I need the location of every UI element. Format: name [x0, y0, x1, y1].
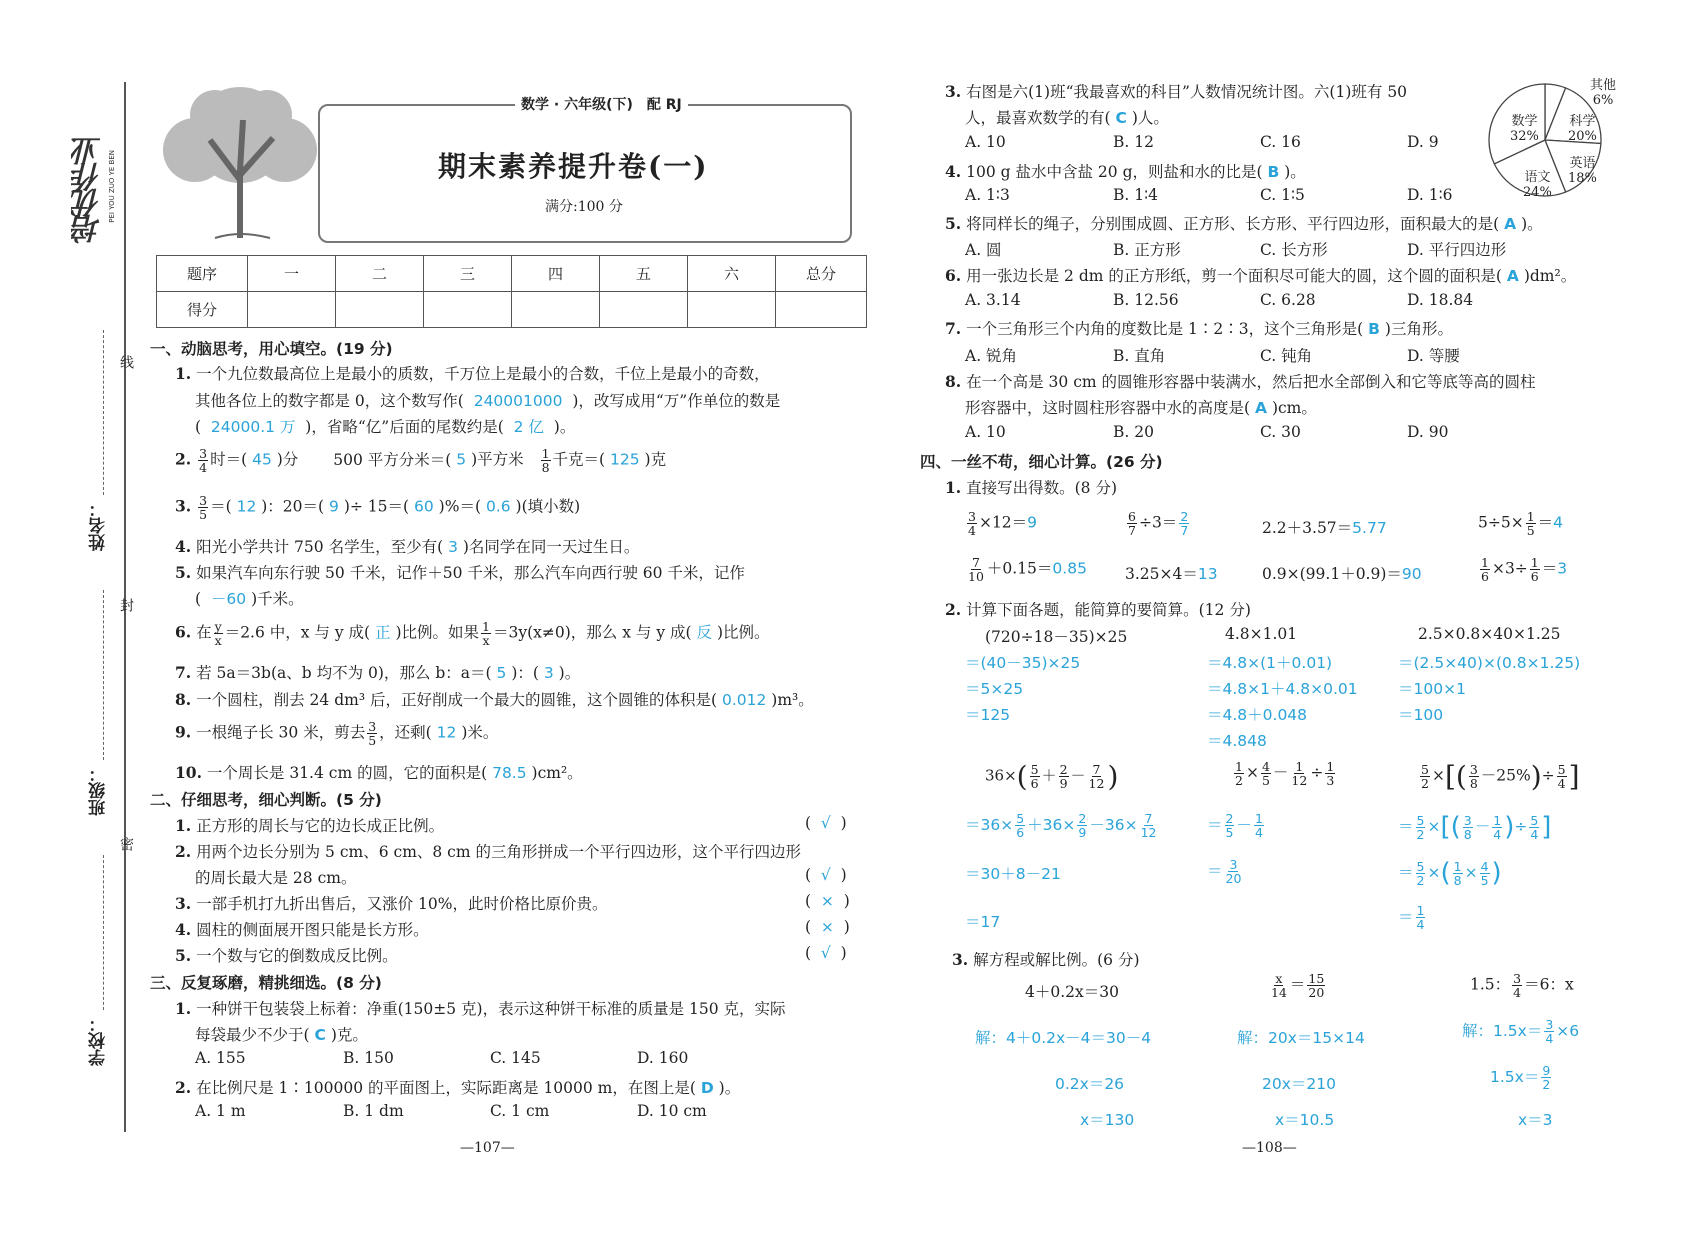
equation-2-step: 解：20x＝15×14 — [1237, 1029, 1365, 1047]
judge-2-line2: 的周长最大是 28 cm。 — [195, 869, 357, 887]
choice-8: 8. 在一个高是 30 cm 的圆锥形容器中装满水，然后把水全部倒入和它等底等高的圆柱 — [945, 372, 1536, 391]
choice-1: 1. 一种饼干包装袋上标着：净重(150±5 克)，表示这种饼干标准的质量是 150 克，实际 — [175, 999, 786, 1018]
score-input[interactable] — [688, 292, 776, 328]
judge-2-answer: ( √ ) — [805, 866, 847, 884]
choice-8-opt: D. 90 — [1407, 423, 1449, 441]
direct-calc-1: $\frac{3}{4}$ ×12＝9 — [968, 509, 1038, 538]
expr-5-step: ＝ $\frac{2}{5}$ － $\frac{1}{4}$ — [1207, 811, 1263, 840]
section-3-title: 三、反复琢磨，精挑细选。(8 分) — [150, 974, 382, 992]
calc-1-title: 1. 直接写出得数。(8 分) — [945, 478, 1118, 497]
q10: 10. 一个周长是 31.4 cm 的圆，它的面积是( 78.5 )cm²。 — [175, 763, 583, 782]
equation-1-step: 0.2x＝26 — [1055, 1075, 1125, 1093]
choice-5: 5. 将同样长的绳子，分别围成圆、正方形、长方形、平行四边形，面积最大的是( A )。 — [945, 214, 1543, 233]
choice-7-opt: C. 钝角 — [1260, 347, 1313, 365]
expr-6-step: ＝ $\frac{1}{4}$ — [1398, 903, 1425, 932]
equation-2-step: x＝10.5 — [1275, 1111, 1335, 1129]
choice-2-opt: B. 1 dm — [343, 1102, 404, 1120]
score-cell: 一 — [248, 256, 336, 292]
choice-1-opt: C. 145 — [490, 1049, 541, 1067]
expr-4-step: ＝17 — [965, 913, 1001, 931]
name-label: 姓名： — [89, 500, 109, 551]
mark-seal: 封 — [118, 598, 134, 612]
equation-3-step: 解：1.5x＝ $\frac{3}{4}$ ×6 — [1462, 1017, 1580, 1046]
section-1-title: 一、动脑思考，用心填空。(19 分) — [150, 340, 393, 358]
choice-4: 4. 100 g 盐水中含盐 20 g，则盐和水的比是( B )。 — [945, 162, 1306, 181]
class-label: 班级： — [89, 765, 109, 816]
equation-2-step: 20x＝210 — [1262, 1075, 1336, 1093]
choice-5-opt: C. 长方形 — [1260, 241, 1328, 259]
score-cell: 五 — [600, 256, 688, 292]
pie-label-english: 英语 18% — [1568, 156, 1597, 186]
choice-4-opt: A. 1∶3 — [965, 186, 1010, 204]
score-cell: 得分 — [157, 292, 248, 328]
calc-3-title: 3. 解方程或解比例。(6 分) — [952, 950, 1140, 969]
expr-4: 36×( $\frac{5}{6}$ ＋ $\frac{2}{9}$ － $\frac{7}{12}$ ) — [985, 760, 1119, 793]
judge-3-answer: ( × ) — [805, 892, 850, 910]
judge-2: 2. 用两个边长分别为 5 cm、6 cm、8 cm 的三角形拼成一个平行四边形，这个平行四边形 — [175, 842, 801, 861]
score-cell: 六 — [688, 256, 776, 292]
score-table — [156, 255, 867, 328]
calc-2-title: 2. 计算下面各题，能简算的要简算。(12 分) — [945, 600, 1251, 619]
page-title: 期末素养提升卷(一) — [438, 150, 709, 183]
choice-6-opt: C. 6.28 — [1260, 291, 1316, 309]
full-score: 满分:100 分 — [545, 199, 623, 215]
equation-3: 1.5： $\frac{3}{4}$ ＝6：x — [1470, 971, 1574, 1000]
judge-1-answer: ( √ ) — [805, 814, 847, 832]
equation-1-step: x＝130 — [1080, 1111, 1135, 1129]
direct-calc-8: $\frac{1}{6}$ ×3÷ $\frac{1}{6}$ ＝3 — [1481, 555, 1568, 584]
choice-2-opt: A. 1 m — [195, 1102, 246, 1120]
choice-8-opt: A. 10 — [965, 423, 1006, 441]
score-cell: 总分 — [776, 256, 867, 292]
choice-4-opt: C. 1∶5 — [1260, 186, 1305, 204]
section-4-title: 四、一丝不苟，细心计算。(26 分) — [920, 453, 1163, 471]
choice-6: 6. 用一张边长是 2 dm 的正方形纸，剪一个面积尽可能大的圆，这个圆的面积是( A )dm²。 — [945, 266, 1577, 285]
q7: 7. 若 5a＝3b(a、b 均不为 0)，那么 b：a＝( 5 )：( 3 )。 — [175, 663, 581, 682]
judge-5-answer: ( √ ) — [805, 944, 847, 962]
q1: 1. 一个九位数最高位上是最小的质数，千万位上是最小的合数，千位上是最小的奇数， — [175, 364, 770, 383]
expr-1-step: ＝125 — [965, 706, 1011, 724]
expr-4-step: ＝36× $\frac{5}{6}$ ＋36× $\frac{2}{9}$ －36× $\frac{7}{12}$ — [965, 811, 1157, 840]
brand-text-en: PEI YOU ZUO YE BEN — [108, 150, 116, 223]
expr-2-step: ＝4.848 — [1207, 732, 1267, 750]
choice-7-opt: D. 等腰 — [1407, 347, 1460, 365]
score-cell: 二 — [336, 256, 424, 292]
judge-3: 3. 一部手机打九折出售后，又涨价 10%，此时价格比原价贵。 — [175, 894, 608, 913]
equation-3-step: x＝3 — [1518, 1111, 1553, 1129]
header-subject: 数学 · 六年级(下) 配 RJ — [515, 94, 688, 114]
equation-1-step: 解：4＋0.2x－4＝30－4 — [975, 1029, 1152, 1047]
equation-2: $\frac{x}{14}$ ＝ $\frac{15}{20}$ — [1271, 971, 1325, 1000]
brand-logo — [68, 140, 113, 280]
q1-line3: ( 24000.1 万 )，省略“亿”后面的尾数约是( 2 亿 )。 — [195, 418, 576, 436]
expr-3: 2.5×0.8×40×1.25 — [1418, 625, 1561, 643]
score-input[interactable] — [248, 292, 336, 328]
choice-4-opt: B. 1∶4 — [1113, 186, 1159, 204]
choice-7-opt: B. 直角 — [1113, 347, 1166, 365]
choice-5-opt: B. 正方形 — [1113, 241, 1181, 259]
score-cell: 三 — [424, 256, 512, 292]
expr-2-step: ＝4.8×(1＋0.01) — [1207, 654, 1333, 672]
expr-5: $\frac{1}{2}$ × $\frac{4}{5}$ － $\frac{1}{12}$ ÷ $\frac{1}{3}$ — [1235, 759, 1335, 788]
expr-4-step: ＝30＋8－21 — [965, 865, 1061, 883]
expr-2-step: ＝4.8＋0.048 — [1207, 706, 1308, 724]
score-input[interactable] — [600, 292, 688, 328]
score-input[interactable] — [512, 292, 600, 328]
choice-1-line2: 每袋最少不少于( C )克。 — [195, 1026, 368, 1044]
expr-2: 4.8×1.01 — [1225, 625, 1298, 643]
score-cell: 题序 — [157, 256, 248, 292]
q9: 9. 一根绳子长 30 米，剪去 $\frac{3}{5}$ ，还剩( 12 )米。 — [175, 719, 499, 748]
judge-4: 4. 圆柱的侧面展开图只能是长方形。 — [175, 920, 429, 939]
choice-8-opt: B. 20 — [1113, 423, 1154, 441]
choice-5-opt: A. 圆 — [965, 241, 1002, 259]
page-number-left: —107— — [460, 1140, 515, 1156]
mark-line: 线 — [118, 355, 134, 369]
q3: 3. $\frac{3}{5}$ ＝( 12 )：20＝( 9 )÷ 15＝( 60 )%＝( 0.6 )(填小数) — [175, 493, 581, 522]
expr-3-step: ＝(2.5×40)×(0.8×1.25) — [1398, 654, 1581, 672]
choice-1-opt: B. 150 — [343, 1049, 394, 1067]
expr-6: $\frac{5}{2}$ ×[( $\frac{3}{8}$ －25%)÷ $\frac{5}{4}$ ] — [1421, 760, 1580, 793]
brand-text: 培优作业 — [72, 140, 107, 244]
mark-secret: 密 — [118, 837, 134, 851]
choice-5-opt: D. 平行四边形 — [1407, 241, 1507, 259]
q1-line2: 其他各位上的数字都是 0，这个数写作( 240001000 )，改写成用“万”作单位的数是 — [195, 392, 781, 410]
choice-7: 7. 一个三角形三个内角的度数比是 1∶2∶3，这个三角形是( B )三角形。 — [945, 319, 1453, 338]
q8: 8. 一个圆柱，削去 24 dm³ 后，正好削成一个最大的圆锥，这个圆锥的体积是( 0.012 )m³。 — [175, 690, 814, 709]
school-label: 学校： — [89, 1015, 109, 1066]
q5: 5. 如果汽车向东行驶 50 千米，记作＋50 千米，那么汽车向西行驶 60 千米，记作 — [175, 563, 745, 582]
school-line — [103, 855, 105, 1010]
choice-8-opt: C. 30 — [1260, 423, 1301, 441]
q5-line2: ( －60 )千米。 — [195, 590, 304, 608]
choice-1-opt: D. 160 — [637, 1049, 689, 1067]
expr-1: (720÷18－35)×25 — [985, 628, 1128, 646]
choice-3-opt: D. 9 — [1407, 133, 1439, 151]
direct-calc-5: $\frac{7}{10}$ ＋0.15＝0.85 — [968, 555, 1087, 584]
page-number-right: —108— — [1242, 1140, 1297, 1156]
expr-6-step: ＝ $\frac{5}{2}$ ×[( $\frac{3}{8}$ － $\frac{1}{4}$ )÷ $\frac{5}{4}$ ] — [1398, 812, 1552, 842]
equation-1: 4＋0.2x＝30 — [1025, 983, 1119, 1001]
expr-2-step: ＝4.8×1＋4.8×0.01 — [1207, 680, 1358, 698]
choice-3-opt: A. 10 — [965, 133, 1006, 151]
score-cell: 四 — [512, 256, 600, 292]
pie-label-science: 科学 20% — [1568, 114, 1597, 144]
choice-3-line2: 人，最喜欢数学的有( C )人。 — [965, 109, 1169, 127]
direct-calc-2: $\frac{6}{7}$ ÷3＝ $\frac{2}{7}$ — [1128, 509, 1189, 538]
q4: 4. 阳光小学共计 750 名学生，至少有( 3 )名同学在同一天过生日。 — [175, 537, 640, 556]
choice-2-opt: D. 10 cm — [637, 1102, 707, 1120]
choice-3-opt: C. 16 — [1260, 133, 1301, 151]
choice-3-opt: B. 12 — [1113, 133, 1154, 151]
choice-3: 3. 右图是六(1)班“我最喜欢的科目”人数情况统计图。六(1)班有 50 — [945, 82, 1408, 101]
choice-2-opt: C. 1 cm — [490, 1102, 550, 1120]
tree-illustration — [155, 80, 330, 240]
name-line — [103, 330, 105, 495]
expr-5-step: ＝ $\frac{3}{20}$ — [1207, 857, 1242, 886]
choice-1-opt: A. 155 — [195, 1049, 246, 1067]
pie-label-other: 其他 6% — [1590, 78, 1617, 108]
pie-label-chinese: 语文 24% — [1523, 170, 1552, 200]
choice-7-opt: A. 锐角 — [965, 347, 1018, 365]
expr-1-step: ＝5×25 — [965, 680, 1024, 698]
direct-calc-3: 2.2＋3.57＝5.77 — [1262, 519, 1387, 537]
choice-6-opt: A. 3.14 — [965, 291, 1021, 309]
class-line — [103, 590, 105, 760]
q2: 2. $\frac{3}{4}$ 时＝( 45 )分 500 平方分米＝( 5 )平方米 $\frac{1}{8}$ 千克＝( 125 )克 — [175, 446, 667, 475]
judge-5: 5. 一个数与它的倒数成反比例。 — [175, 946, 398, 965]
choice-8-line2: 形容器中，这时圆柱形容器中水的高度是( A )cm。 — [965, 399, 1317, 417]
direct-calc-7: 0.9×(99.1＋0.9)＝90 — [1262, 565, 1422, 583]
choice-6-opt: D. 18.84 — [1407, 291, 1474, 309]
equation-3-step: 1.5x＝ $\frac{9}{2}$ — [1490, 1063, 1551, 1092]
expr-3-step: ＝100×1 — [1398, 680, 1466, 698]
judge-1: 1. 正方形的周长与它的边长成正比例。 — [175, 816, 445, 835]
choice-6-opt: B. 12.56 — [1113, 291, 1179, 309]
section-2-title: 二、仔细思考，细心判断。(5 分) — [150, 791, 382, 809]
expr-6-step: ＝ $\frac{5}{2}$ ×( $\frac{1}{8}$ × $\frac{4}{5}$ ) — [1398, 858, 1502, 888]
pie-label-math: 数学 32% — [1510, 114, 1539, 144]
choice-2: 2. 在比例尺是 1∶100000 的平面图上，实际距离是 10000 m，在图上是( D )。 — [175, 1078, 741, 1097]
expr-1-step: ＝(40－35)×25 — [965, 654, 1081, 672]
score-input[interactable] — [776, 292, 867, 328]
judge-4-answer: ( × ) — [805, 918, 850, 936]
score-input[interactable] — [424, 292, 512, 328]
choice-4-opt: D. 1∶6 — [1407, 186, 1453, 204]
expr-3-step: ＝100 — [1398, 706, 1444, 724]
q6: 6. 在 $\frac{y}{x}$ ＝2.6 中，x 与 y 成( 正 )比例。如果 $\frac{1}{x}$ ＝3y(x≠0)，那么 x 与 y 成( 反 )比例。 — [175, 619, 770, 648]
score-input[interactable] — [336, 292, 424, 328]
direct-calc-4: 5÷5× $\frac{1}{5}$ ＝4 — [1478, 509, 1564, 538]
direct-calc-6: 3.25×4＝13 — [1125, 565, 1218, 583]
